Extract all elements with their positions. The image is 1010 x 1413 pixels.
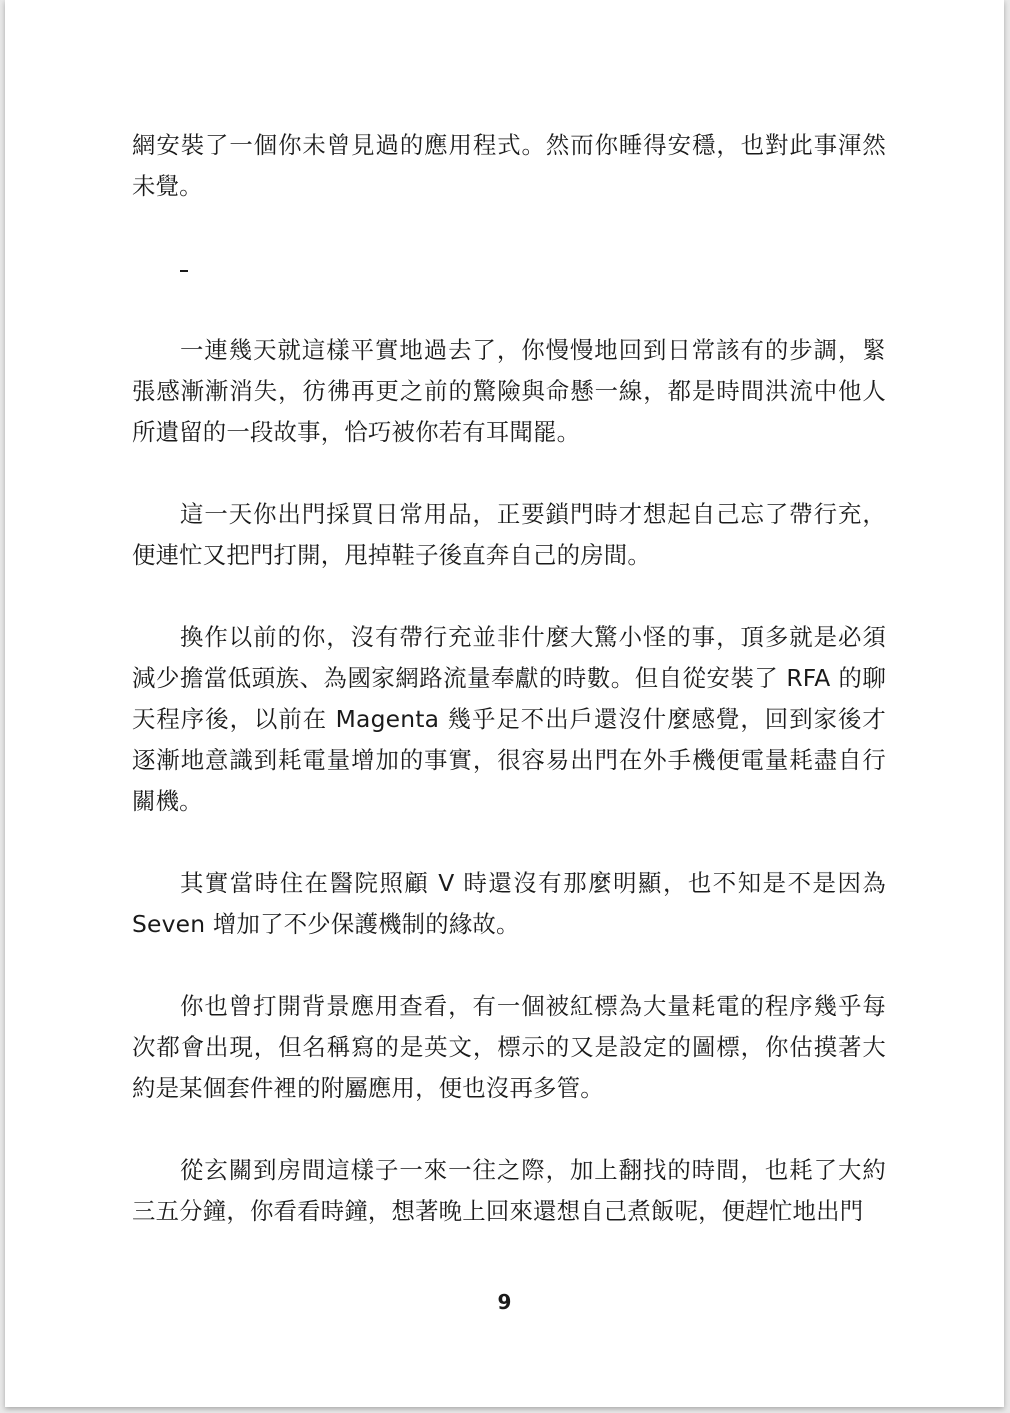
paragraph-2: 一連幾天就這樣平實地過去了，你慢慢地回到日常該有的步調，緊張感漸漸消失，彷彿再更之前的驚險與命懸一線，都是時間洪流中他人所遺留的一段故事，恰巧被你若有耳聞罷。 bbox=[132, 336, 886, 446]
page-number: 9 bbox=[497, 1290, 512, 1314]
document-body bbox=[132, 125, 886, 1273]
paragraph-3: 這一天你出門採買日常用品，正要鎖門時才想起自己忘了帶行充，便連忙又把門打開，甩掉鞋子後直奔自己的房間。 bbox=[132, 500, 886, 569]
paragraph-1: 網安裝了一個你未曾見過的應用程式。然而你睡得安穩，也對此事渾然未覺。 bbox=[132, 131, 886, 200]
document-page bbox=[5, 0, 1004, 1407]
paragraph-6: 你也曾打開背景應用查看，有一個被紅標為大量耗電的程序幾乎每次都會出現，但名稱寫的是英文，標示的又是設定的圖標，你估摸著大約是某個套件裡的附屬應用，便也沒再多管。 bbox=[132, 992, 886, 1102]
paragraph-4: 換作以前的你，沒有帶行充並非什麼大驚小怪的事，頂多就是必須減少擔當低頭族、為國家網路流量奉獻的時數。但自從安裝了 RFA 的聊天程序後，以前在 Magenta 幾乎足不出戶還沒什麼感覺，回到家後才逐漸地意識到耗電量增加的事實，很容易出門在外手機便電量耗盡自行關機。 bbox=[132, 623, 886, 815]
paragraph-5: 其實當時住在醫院照顧 V 時還沒有那麼明顯，也不知是不是因為 Seven 增加了不少保護機制的緣故。 bbox=[132, 869, 886, 938]
paragraph-7: 從玄關到房間這樣子一來一往之際，加上翻找的時間，也耗了大約三五分鐘，你看看時鐘，想著晚上回來還想自己煮飯呢，便趕忙地出門 bbox=[132, 1156, 886, 1225]
section-separator bbox=[132, 248, 886, 289]
separator-dash bbox=[180, 270, 188, 272]
